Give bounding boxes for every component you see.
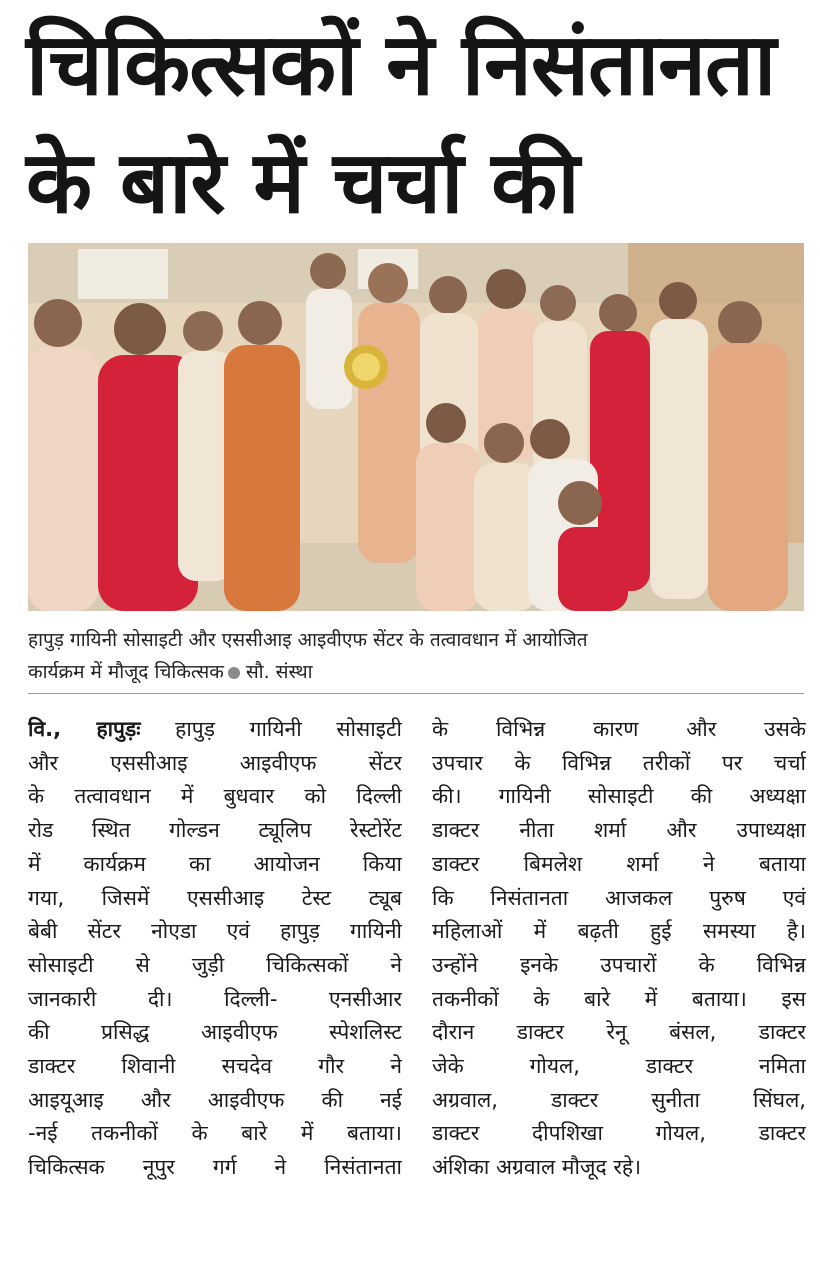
article-line-text: की। गायिनी सोसाइटी की अध्यक्षा (432, 784, 806, 809)
article-body (28, 713, 806, 1258)
group-photo (28, 243, 804, 611)
article-line (432, 1117, 806, 1151)
headline (26, 6, 806, 242)
article-line (432, 983, 806, 1017)
article-line (432, 1151, 806, 1185)
article-line (28, 949, 402, 983)
article-line (432, 780, 806, 814)
article-line-text: -नई तकनीकों के बारे में बताया। (28, 1121, 402, 1146)
article-line (432, 915, 806, 949)
headline-line-1: चिकित्सकों ने निसंतानता (26, 15, 776, 115)
article-line-text: उन्होंने इनके उपचारों के विभिन्न (432, 952, 806, 977)
caption-line-1: हापुड़ गायिनी सोसाइटी और एससीआइ आइवीएफ सेंटर के तत्वावधान में आयोजित (28, 629, 588, 651)
article-line-text: डाक्टर नीता शर्मा और उपाध्यक्षा (432, 818, 806, 843)
article-line-text: जानकारी दी। दिल्ली- एनसीआर (28, 986, 402, 1011)
article-dateline: वि., हापुड़ः (28, 717, 141, 741)
photo-caption (28, 624, 804, 688)
photo-credit: सौ. संस्था (245, 661, 313, 683)
article-line (28, 915, 402, 949)
article-line (28, 983, 402, 1017)
article-line-text: रोड स्थित गोल्डन ट्यूलिप रेस्टोरेंट (28, 818, 402, 843)
article-line (28, 747, 402, 781)
article-line-text: दौरान डाक्टर रेनू बंसल, डाक्टर (432, 1020, 806, 1045)
headline-line-2: के बारे में चर्चा की (26, 133, 579, 233)
article-line (28, 848, 402, 882)
article-line-text: जेके गोयल, डाक्टर नमिता (432, 1054, 806, 1079)
article-line (28, 1016, 402, 1050)
caption-line-2 (28, 656, 804, 688)
article-line (432, 747, 806, 781)
group-photo-illustration (28, 243, 804, 611)
article-line-text: तकनीकों के बारे में बताया। इस (432, 986, 806, 1011)
article-line (432, 1050, 806, 1084)
article-line-text: कि निसंतानता आजकल पुरुष एवं (432, 885, 806, 910)
article-column-1 (28, 713, 402, 1258)
article-line (432, 848, 806, 882)
article-line (432, 814, 806, 848)
article-line (432, 1016, 806, 1050)
article-line (28, 1117, 402, 1151)
article-line-text: और एससीआइ आइवीएफ सेंटर (28, 750, 402, 775)
article-line-text: के विभिन्न कारण और उसके (432, 717, 806, 741)
article-line (432, 1084, 806, 1118)
article-line-text: डाक्टर बिमलेश शर्मा ने बताया (432, 851, 806, 876)
article-line (432, 949, 806, 983)
article-line (432, 713, 806, 747)
article-line (432, 882, 806, 916)
article-line (28, 1151, 402, 1185)
article-line (28, 713, 402, 747)
caption-divider (28, 693, 804, 694)
caption-text: कार्यक्रम में मौजूद चिकित्सक (28, 661, 224, 683)
article-line-text: डाक्टर शिवानी सचदेव गौर ने (28, 1054, 402, 1079)
article-line-text: हापुड़ गायिनी सोसाइटी (175, 717, 402, 741)
article-line-text: उपचार के विभिन्न तरीकों पर चर्चा (432, 750, 806, 775)
article-line (28, 882, 402, 916)
article-line (28, 814, 402, 848)
article-line-text: अंशिका अग्रवाल मौजूद रहे। (432, 1155, 642, 1180)
article-line-text: बेबी सेंटर नोएडा एवं हापुड़ गायिनी (28, 919, 402, 944)
article-line-text: सोसाइटी से जुड़ी चिकित्सकों ने (28, 952, 402, 977)
article-line-text: आइयूआइ और आइवीएफ की नई (28, 1087, 402, 1112)
article-line (28, 780, 402, 814)
article-line-text: चिकित्सक नूपुर गर्ग ने निसंतानता (28, 1155, 402, 1180)
article-line-text: महिलाओं में बढ़ती हुई समस्या है। (432, 919, 806, 944)
article-line (28, 1084, 402, 1118)
article-column-2 (432, 713, 806, 1258)
article-line-text: अग्रवाल, डाक्टर सुनीता सिंघल, (432, 1087, 806, 1112)
article-line-text: की प्रसिद्ध आइवीएफ स्पेशलिस्ट (28, 1020, 402, 1045)
bullet-icon (228, 667, 240, 679)
article-line-text: में कार्यक्रम का आयोजन किया (28, 851, 402, 876)
article-line-text: गया, जिसमें एससीआइ टेस्ट ट्यूब (28, 885, 402, 910)
article-line-text: डाक्टर दीपशिखा गोयल, डाक्टर (432, 1121, 806, 1146)
article-line (28, 1050, 402, 1084)
article-line-text: के तत्वावधान में बुधवार को दिल्ली (28, 784, 402, 809)
